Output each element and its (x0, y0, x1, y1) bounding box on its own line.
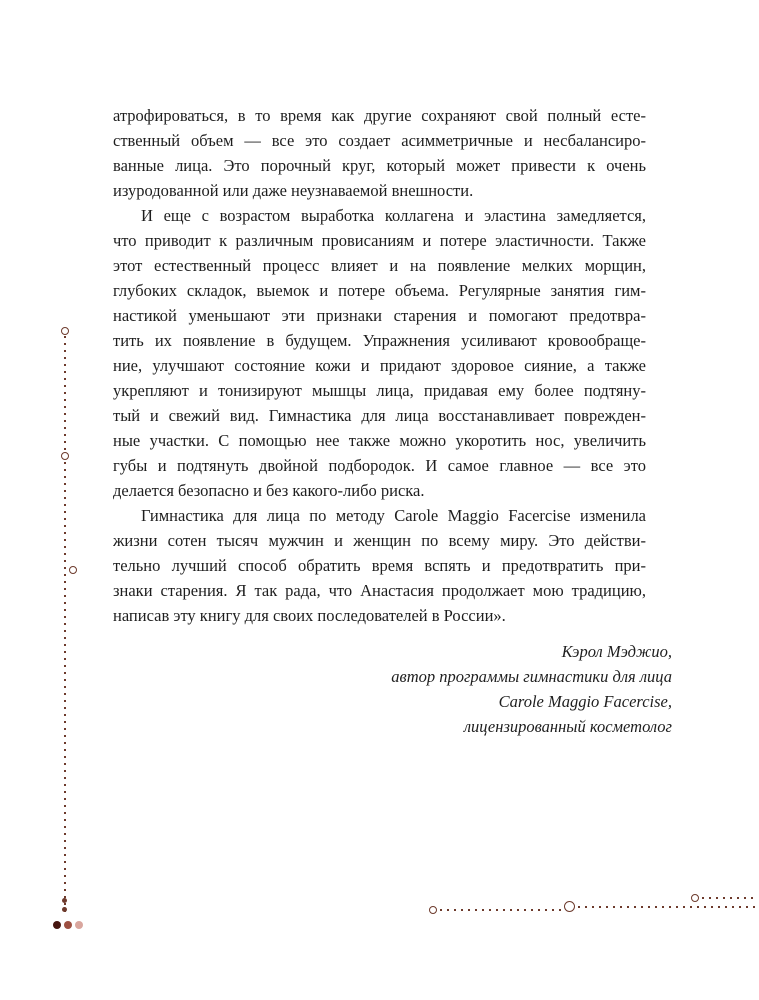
left-dotted-line (64, 336, 66, 916)
text-line: ственный объем — все это создает асимметричные и несбалансиро- (113, 131, 646, 150)
text-line: ванные лица. Это порочный круг, который может привести к очень (113, 156, 646, 175)
paragraph (113, 203, 646, 503)
corner-dot (53, 921, 61, 929)
text-line: И еще с возрастом выработка коллагена и эластина замедляется, (141, 206, 646, 225)
decor-dot (62, 907, 67, 912)
text-line: губы и подтянуть двойной подбородок. И самое главное — все это (113, 456, 646, 475)
text-line: жизни сотен тысяч мужчин и женщин по всему миру. Это действи- (113, 531, 646, 550)
text-line: что приводит к различным провисаниям и потере эластичности. Также (113, 231, 646, 250)
text-block (113, 103, 672, 739)
text-line: тельно лучший способ обратить время вспять и предотвратить при- (113, 556, 646, 575)
text-line: настикой уменьшают эти признаки старения и помогают предотвра- (113, 306, 646, 325)
text-line: атрофироваться, в то время как другие сохраняют свой полный есте- (113, 106, 646, 125)
text-line: тить их появление в будущем. Упражнения усиливают кровообраще- (113, 331, 646, 350)
decor-circle-icon (564, 901, 575, 912)
bottom-dotted-line (440, 909, 562, 911)
decor-circle-icon (61, 327, 69, 335)
signature-block (113, 639, 672, 739)
text-line: написав эту книгу для своих последователей в России». (113, 606, 506, 625)
bottom-dotted-line (702, 897, 757, 899)
text-line: тый и свежий вид. Гимнастика для лица восстанавливает поврежден- (113, 406, 646, 425)
text-line: укрепляют и тонизируют мышцы лица, придавая ему более подтяну- (113, 381, 646, 400)
decor-dot (62, 898, 67, 903)
text-line: делается безопасно и без какого-либо риска. (113, 481, 425, 500)
decor-circle-icon (69, 566, 77, 574)
text-line: ные участки. С помощью нее также можно укоротить нос, увеличить (113, 431, 646, 450)
signature-line: Кэрол Мэджио, (561, 642, 672, 661)
text-line: изуродованной или даже неузнаваемой внешности. (113, 181, 474, 200)
corner-dot (64, 921, 72, 929)
signature-line: лицензированный косметолог (463, 717, 672, 736)
decor-circle-icon (429, 906, 437, 914)
decor-circle-icon (61, 452, 69, 460)
paragraph (113, 103, 646, 203)
text-line: этот естественный процесс влияет и на появление мелких морщин, (113, 256, 646, 275)
signature-line: автор программы гимнастики для лица (391, 667, 672, 686)
signature-line: Carole Maggio Facercise, (498, 692, 672, 711)
paragraph (113, 503, 646, 628)
corner-dot (75, 921, 83, 929)
decor-circle-icon (691, 894, 699, 902)
bottom-dotted-line (578, 906, 757, 908)
text-line: Гимнастика для лица по методу Carole Maggio Facercise изменила (141, 506, 646, 525)
text-line: знаки старения. Я так рада, что Анастасия продолжает мою традицию, (113, 581, 646, 600)
text-line: глубоких складок, выемок и потере объема. Регулярные занятия гим- (113, 281, 646, 300)
text-line: ние, улучшают состояние кожи и придают здоровое сияние, а также (113, 356, 646, 375)
